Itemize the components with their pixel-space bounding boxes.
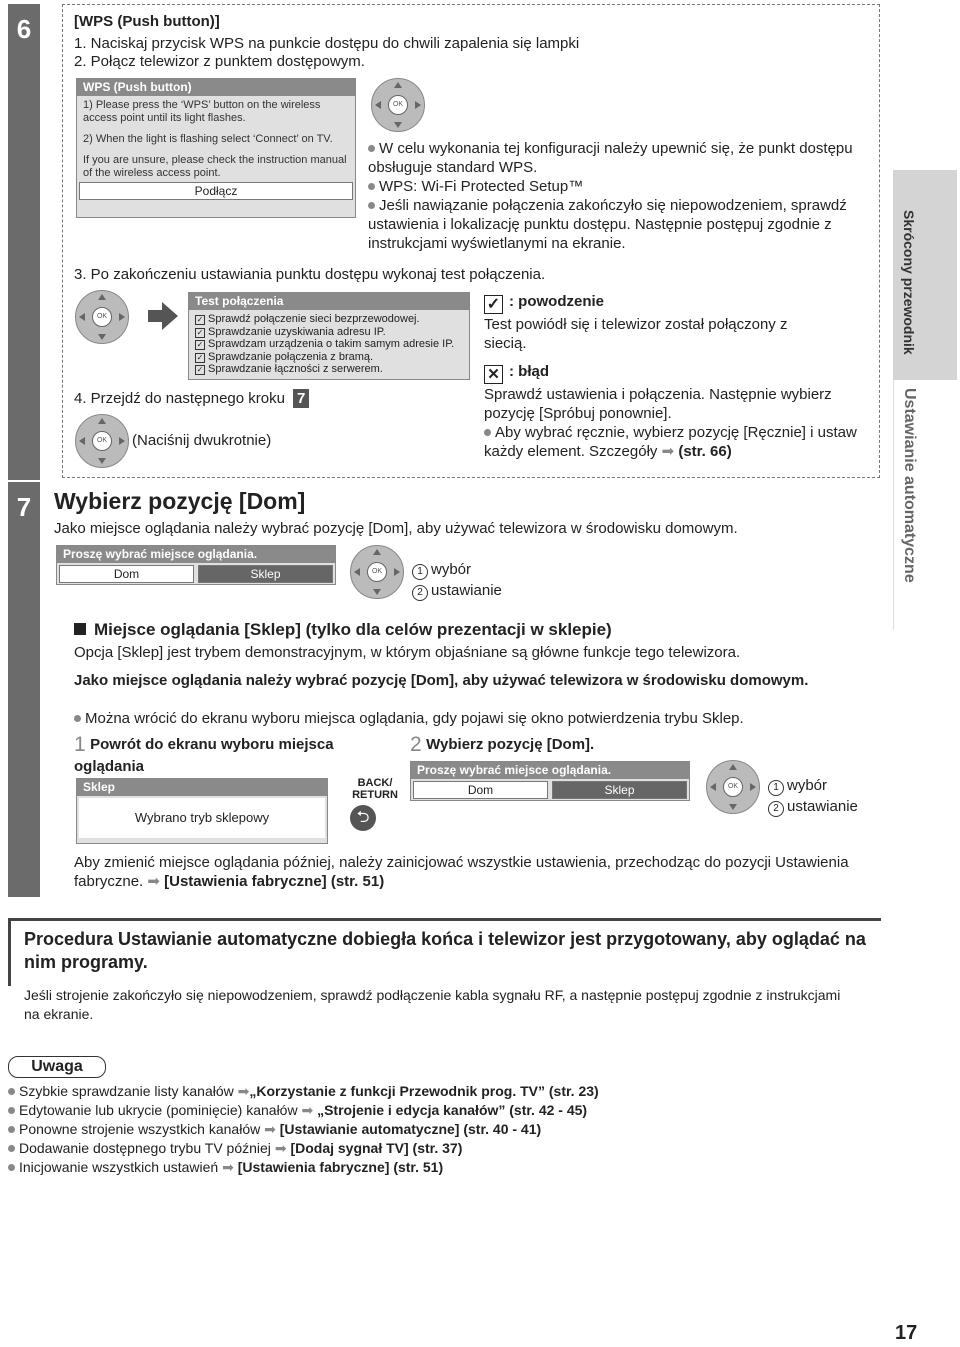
- success-text: Test powiódł się i telewizor został połączony z siecią.: [484, 316, 788, 352]
- select-instruction-2: 1 wybór: [768, 776, 827, 796]
- wps-screen-text-2: 2) When the light is flashing select ‘Connect’ on TV.: [83, 133, 333, 145]
- step-7-intro: Jako miejsce oglądania należy wybrać pozycję [Dom], aby używać telewizora w środowisku domowym.: [54, 520, 738, 537]
- connect-button[interactable]: Podłącz: [79, 182, 353, 200]
- step-ref-badge: 7: [293, 389, 309, 408]
- wps-screen-text-3: If you are unsure, please check the instruction manual of the wireless access point.: [83, 154, 347, 179]
- note-item: Szybkie sprawdzanie listy kanałów ➡„Korzystanie z funkcji Przewodnik prog. TV” (str. 23): [8, 1082, 599, 1101]
- note-item: Inicjowanie wszystkich ustawień ➡ [Ustawienia fabryczne] (str. 51): [8, 1158, 443, 1177]
- test-item: ✓ Sprawdź połączenie sieci bezprzewodowej.: [196, 313, 420, 325]
- location-screen: [56, 545, 336, 585]
- sub-step-1: 1 Powrót do ekranu wyboru miejsca oglądania: [74, 733, 334, 775]
- wps-line-3: 3. Po zakończeniu ustawiania punktu dostępu wykonaj test połączenia.: [74, 266, 546, 283]
- error-text: Sprawdź ustawienia i połączenia. Następnie wybierz pozycję [Spróbuj ponownie].: [484, 386, 832, 422]
- step-6-number: 6: [8, 4, 40, 54]
- step-column-bar: [8, 4, 40, 897]
- test-item: ✓ Sprawdzanie połączenia z bramą.: [196, 350, 374, 363]
- check-icon: ✓: [196, 352, 204, 362]
- error-note: Aby wybrać ręcznie, wybierz pozycję [Ręcznie] i ustaw każdy element. Szczegóły ➡ (str. 66): [484, 424, 857, 460]
- note-item: Ponowne strojenie wszystkich kanałów ➡ [Ustawianie automatyczne] (str. 40 - 41): [8, 1120, 541, 1139]
- remote-dpad-1[interactable]: [371, 78, 425, 132]
- bullet-icon: [368, 183, 375, 190]
- sub-step-2: 2 Wybierz pozycję [Dom].: [410, 733, 595, 756]
- wps-screen: [76, 78, 356, 218]
- wps-line-4: 4. Przejdź do następnego kroku 7: [74, 389, 309, 408]
- remote-dpad-3[interactable]: [75, 414, 129, 468]
- home-option[interactable]: Dom: [59, 565, 194, 583]
- wps-note-1-text: W celu wykonania tej konfiguracji należy upewnić się, że punkt dostępu obsługuje standard WPS.: [368, 140, 853, 176]
- ok-button[interactable]: OK: [723, 777, 743, 797]
- shop-option[interactable]: Sklep: [198, 565, 333, 583]
- check-icon: ✓: [196, 340, 204, 349]
- remote-dpad-5[interactable]: [706, 760, 760, 814]
- side-tab-2[interactable]: [893, 380, 958, 630]
- bullet-icon: [8, 1126, 15, 1133]
- test-item: ✓ Sprawdzanie łączności z serwerem.: [196, 363, 383, 375]
- error-label: ✕ : błąd: [484, 362, 549, 384]
- ref-arrow-icon: ➡: [274, 1140, 287, 1156]
- step-7-number: 7: [8, 480, 40, 532]
- shop-confirm-body: Wybrano tryb sklepowy: [79, 798, 325, 838]
- set-instruction-2: 2 ustawianie: [768, 797, 858, 817]
- step-7-title: Wybierz pozycję [Dom]: [54, 488, 306, 514]
- select-instruction: 1 wybór: [412, 560, 471, 580]
- error-cross-icon: ✕: [484, 365, 503, 384]
- wps-note-1: [368, 139, 868, 177]
- note-item: Edytowanie lub ukrycie (pominięcie) kanałów ➡ „Strojenie i edycja kanałów” (str. 42 - 45): [8, 1101, 587, 1120]
- ref-arrow-icon: ➡: [661, 443, 675, 460]
- note-label: Uwaga: [8, 1056, 106, 1078]
- wps-note-2: [368, 177, 868, 196]
- bullet-icon: [8, 1088, 15, 1095]
- bullet-icon: [8, 1164, 15, 1171]
- square-bullet-icon: [74, 623, 86, 635]
- num-1-icon: 1: [412, 564, 428, 580]
- home-bold-note: Jako miejsce oglądania należy wybrać pozycję [Dom], aby używać telewizora w środowisku domowym.: [74, 672, 809, 689]
- bullet-icon: [8, 1145, 15, 1152]
- check-icon: ✓: [196, 327, 204, 337]
- page-number: 17: [895, 1322, 918, 1344]
- shop-option[interactable]: Sklep: [552, 781, 687, 799]
- check-icon: ✓: [196, 365, 204, 374]
- test-screen: [188, 292, 470, 380]
- shop-confirm-title: Sklep: [77, 779, 327, 796]
- wps-screen-title: WPS (Push button): [77, 79, 355, 96]
- success-check-icon: ✓: [484, 295, 503, 314]
- bullet-icon: [74, 715, 81, 722]
- back-return-label: BACK/ RETURN: [352, 777, 398, 801]
- num-1-icon: 1: [768, 780, 784, 796]
- shop-text: Opcja [Sklep] jest trybem demonstracyjnym, w którym objaśniane są główne funkcje tego telewizora.: [74, 644, 741, 661]
- change-text: Aby zmienić miejsce oglądania później, należy zainicjować wszystkie ustawienia, przechodząc do pozycji Ustawienia fabryczne. ➡ [Ustawienia fabryczne] (str. 51): [74, 854, 849, 890]
- side-tab-2-label: Ustawianie automatyczne: [901, 388, 918, 583]
- ref-arrow-icon: ➡: [264, 1121, 276, 1137]
- location-screen-2: [410, 761, 690, 801]
- test-item: ✓ Sprawdzam urządzenia o takim samym adresie IP.: [196, 338, 455, 350]
- ref-arrow-icon: ➡: [147, 873, 160, 890]
- ref-arrow-icon: ➡: [301, 1102, 314, 1118]
- success-label: ✓ : powodzenie: [484, 292, 604, 314]
- wps-screen-text-1: 1) Please press the ‘WPS’ button on the wireless access point until its light flashes.: [83, 99, 321, 124]
- location-screen-2-title: Proszę wybrać miejsce oglądania.: [411, 762, 689, 779]
- ref-arrow-icon: ➡: [222, 1159, 234, 1175]
- ok-button[interactable]: OK: [367, 562, 387, 582]
- bullet-icon: [484, 429, 491, 436]
- final-title: Procedura Ustawianie automatyczne dobiegła końca i telewizor jest przygotowany, aby oglądać na nim programy.: [24, 929, 866, 972]
- note-item: Dodawanie dostępnego trybu TV później ➡ [Dodaj sygnał TV] (str. 37): [8, 1139, 462, 1158]
- check-icon: ✓: [196, 315, 204, 324]
- final-text: Jeśli strojenie zakończyło się niepowodzeniem, sprawdź podłączenie kabla sygnału RF, a następnie postępuj zgodnie z instrukcjami na ekranie.: [24, 987, 841, 1022]
- shop-heading: Miejsce oglądania [Sklep] (tylko dla celów prezentacji w sklepie): [74, 620, 612, 640]
- wps-note-2-text: WPS: Wi-Fi Protected Setup™: [379, 178, 584, 195]
- num-2-icon: 2: [768, 801, 784, 817]
- press-twice-text: (Naciśnij dwukrotnie): [132, 432, 272, 449]
- wps-line-2: 2. Połącz telewizor z punktem dostępowym.: [74, 53, 365, 70]
- location-screen-title: Proszę wybrać miejsce oglądania.: [57, 546, 335, 563]
- shop-confirm-screen: [76, 778, 328, 844]
- ok-button[interactable]: OK: [92, 307, 112, 327]
- wps-note-3-text: Jeśli nawiązanie połączenia zakończyło się niepowodzeniem, sprawdź ustawienia i lokalizację punktu dostępu. Następnie postępuj zgodnie z instrukcjami wyświetlanymi na ekranie.: [368, 197, 847, 252]
- ok-button[interactable]: OK: [92, 431, 112, 451]
- num-2-icon: 2: [412, 585, 428, 601]
- remote-dpad-4[interactable]: [350, 545, 404, 599]
- remote-dpad-2[interactable]: [75, 290, 129, 344]
- side-tab-1[interactable]: [893, 170, 957, 380]
- wps-note-3: [368, 196, 868, 253]
- ok-button[interactable]: OK: [388, 95, 408, 115]
- return-note: Można wrócić do ekranu wyboru miejsca oglądania, gdy pojawi się okno potwierdzenia trybu Sklep.: [74, 709, 744, 728]
- ref-arrow-icon: ➡: [237, 1083, 250, 1099]
- wps-line-1: 1. Naciskaj przycisk WPS na punkcie dostępu do chwili zapalenia się lampki: [74, 35, 580, 52]
- home-option[interactable]: Dom: [413, 781, 548, 799]
- bullet-icon: [368, 145, 375, 152]
- arrow-right-icon: [148, 302, 178, 330]
- bullet-icon: [368, 202, 375, 209]
- side-tab-1-label: Skrócony przewodnik: [901, 210, 917, 355]
- test-item: ✓ Sprawdzanie uzyskiwania adresu IP.: [196, 325, 386, 338]
- back-return-button[interactable]: ⮌: [350, 805, 376, 831]
- wps-heading: [WPS (Push button)]: [74, 13, 220, 30]
- test-screen-title: Test połączenia: [189, 293, 469, 310]
- set-instruction: 2 ustawianie: [412, 581, 502, 601]
- bullet-icon: [8, 1107, 15, 1114]
